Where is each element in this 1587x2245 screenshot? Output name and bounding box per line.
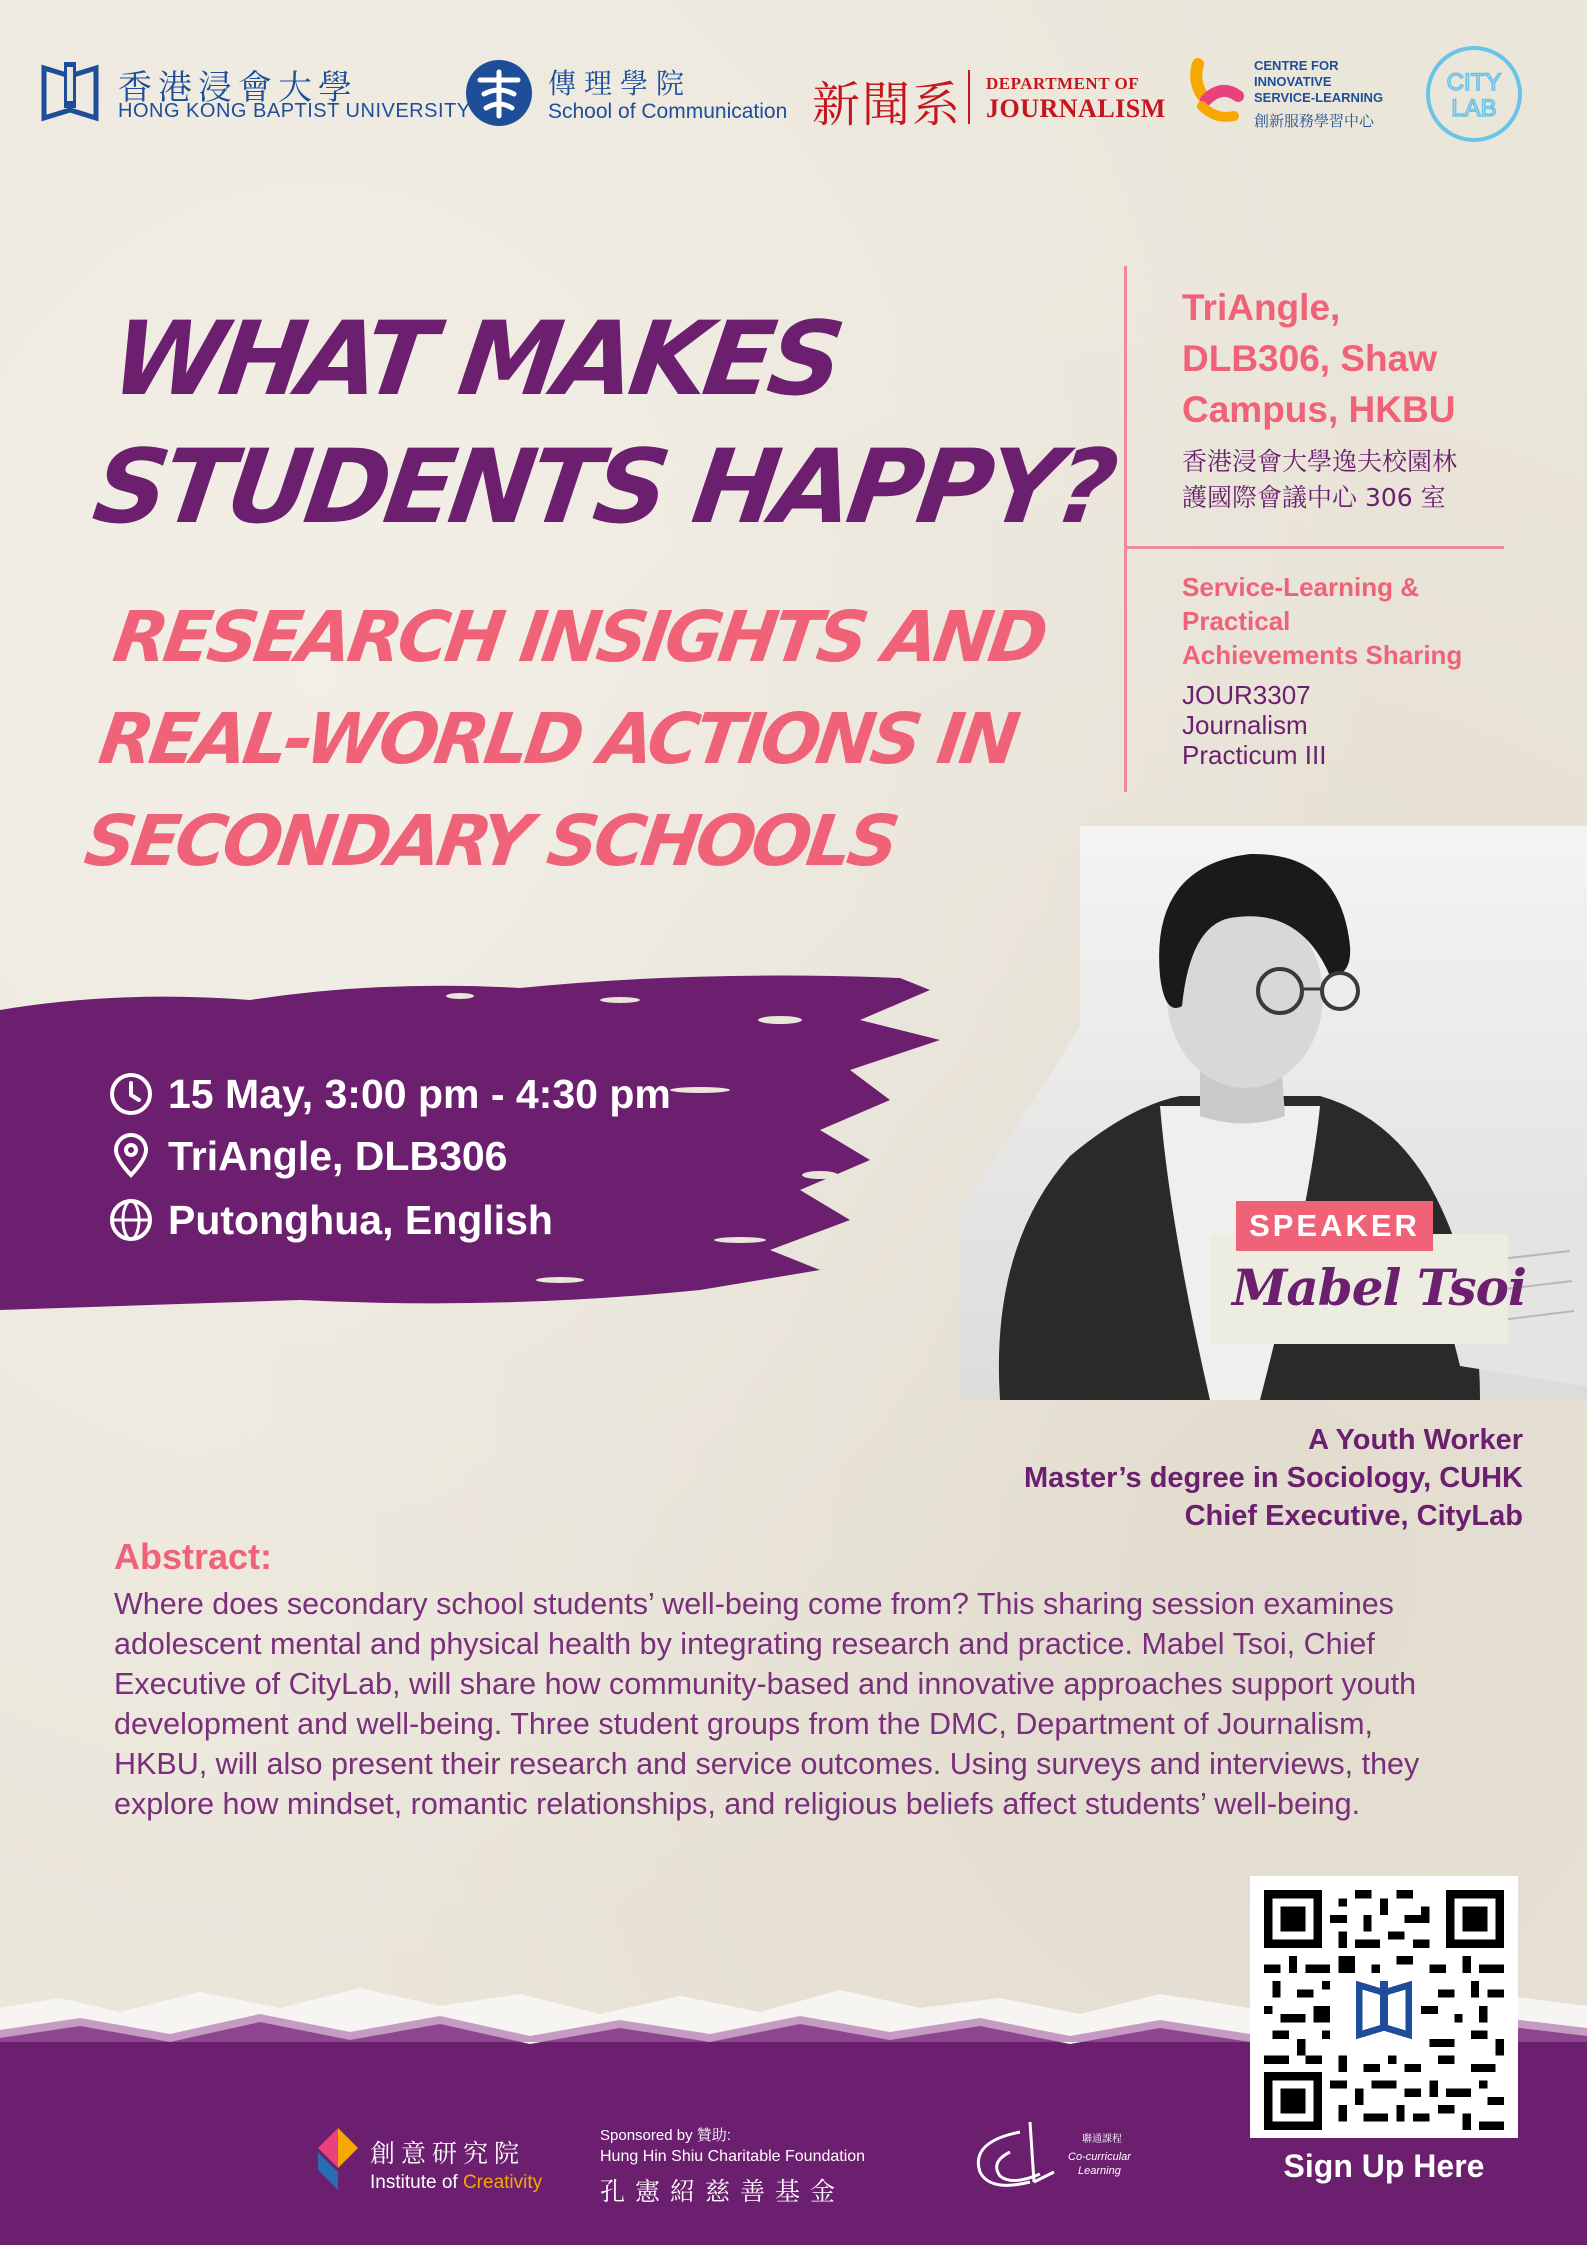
main-title	[86, 296, 1142, 552]
cisl-line2: INNOVATIVE	[1254, 74, 1332, 89]
cisl-logo-icon	[1188, 56, 1248, 126]
course-title-line1: Service-Learning &	[1182, 572, 1419, 602]
soc-name-en: School of Communication	[548, 100, 788, 123]
course-code-line3: Practicum III	[1182, 740, 1327, 770]
subtitle-line2: REAL-WORLD ACTIONS IN	[94, 698, 1021, 780]
speaker-credential-3: Chief Executive, CityLab	[1184, 1500, 1523, 1532]
info-horizontal-rule	[1124, 546, 1504, 549]
venue-en-line1: TriAngle,	[1182, 287, 1341, 328]
venue-zh	[1182, 444, 1522, 516]
ccl-text-zh: 聯通課程	[1082, 2134, 1122, 2145]
venue-zh-line2: 護國際會議中心 306 室	[1182, 483, 1446, 512]
main-title-line1: WHAT MAKES	[104, 300, 847, 419]
course-title	[1182, 570, 1522, 672]
citylab-text-1: CITY	[1446, 69, 1502, 96]
journalism-name-zh: 新聞系	[812, 77, 963, 133]
course-code	[1182, 680, 1522, 770]
venue-en-line3: Campus, HKBU	[1182, 389, 1456, 430]
sponsor-name-en: Hung Hin Shiu Charitable Foundation	[600, 2148, 866, 2165]
school-of-communication-logo-icon	[464, 58, 534, 128]
signup-label[interactable]: Sign Up Here	[1283, 2148, 1485, 2184]
institute-of-creativity-en	[370, 2172, 542, 2194]
cisl-name-zh: 創新服務學習中心	[1254, 112, 1375, 130]
journalism-name-en-line2: JOURNALISM	[986, 94, 1166, 123]
speaker-credential-1: A Youth Worker	[1308, 1424, 1523, 1456]
ccl-text-en-2: Learning	[1078, 2165, 1121, 2177]
journalism-divider	[968, 70, 970, 124]
citylab-logo-icon	[1424, 44, 1524, 144]
main-title-line2: STUDENTS HAPPY?	[86, 428, 1120, 547]
event-language: Putonghua, English	[168, 1196, 553, 1243]
speaker-tag: SPEAKER	[1236, 1201, 1433, 1251]
clock-icon	[108, 1071, 154, 1117]
co-curricular-learning-logo-icon	[960, 2112, 1150, 2202]
event-location: TriAngle, DLB306	[168, 1132, 508, 1179]
event-datetime-row	[108, 1068, 671, 1120]
hkbu-name-zh: 香港浸會大學	[118, 68, 358, 108]
course-code-line1: JOUR3307	[1182, 680, 1311, 710]
institute-of-creativity-zh: 創意研究院	[370, 2139, 526, 2168]
journalism-name-en-line1: DEPARTMENT OF	[986, 74, 1140, 93]
hkbu-name-en: HONG KONG BAPTIST UNIVERSITY	[118, 100, 471, 122]
sponsor-name-zh: 孔憲紹慈善基金	[600, 2177, 846, 2206]
institute-of-creativity-logo-icon	[314, 2126, 362, 2192]
hkbu-logo-icon	[40, 58, 100, 124]
sponsor-label: Sponsored by 贊助:	[600, 2127, 731, 2144]
venue-en-line2: DLB306, Shaw	[1182, 338, 1437, 379]
event-language-row	[108, 1194, 553, 1246]
course-title-line2: Practical	[1182, 606, 1291, 636]
course-title-line3: Achievements Sharing	[1182, 640, 1463, 670]
signup-qr-code[interactable]	[1264, 1890, 1504, 2130]
venue-zh-line1: 香港浸會大學逸夫校園林	[1182, 447, 1458, 476]
ccl-text-en-1: Co-curricular	[1068, 2151, 1131, 2163]
cisl-name-en	[1254, 58, 1383, 106]
soc-name-zh: 傳理學院	[548, 67, 693, 100]
subtitle-line1: RESEARCH INSIGHTS AND	[108, 596, 1049, 678]
course-code-line2: Journalism	[1182, 710, 1308, 740]
abstract-heading: Abstract:	[114, 1536, 273, 1577]
subtitle-line3: SECONDARY SCHOOLS	[79, 800, 901, 882]
event-location-row	[108, 1130, 507, 1182]
citylab-text-2: LAB	[1451, 95, 1497, 122]
event-datetime: 15 May, 3:00 pm - 4:30 pm	[168, 1070, 671, 1117]
venue-en	[1182, 282, 1522, 435]
speaker-name: Mabel Tsoi	[1232, 1258, 1527, 1317]
location-pin-icon	[108, 1133, 154, 1179]
abstract-body: Where does secondary school students’ well-being come from? This sharing session examines adolescent mental and physical health by integrating research and practice. Mabel Tsoi, Chief Executive of CityLab, will share how community-based and innovative approaches support youth development and well-being. Three student groups from the DMC, Department of Journalism, HKBU, will also present their research and service outcomes. Using surveys and interviews, they explore how mindset, romantic relationships, and religious beliefs affect students’ well-being.	[114, 1587, 1420, 1821]
ioc-en-part1: Institute of	[370, 2172, 463, 2193]
speaker-credential-2: Master’s degree in Sociology, CUHK	[1023, 1462, 1523, 1494]
ioc-en-part2: Creativity	[462, 2172, 543, 2193]
cisl-line1: CENTRE FOR	[1254, 58, 1339, 73]
cisl-line3: SERVICE-LEARNING	[1254, 90, 1384, 105]
globe-icon	[108, 1197, 154, 1243]
info-vertical-rule	[1124, 266, 1127, 792]
